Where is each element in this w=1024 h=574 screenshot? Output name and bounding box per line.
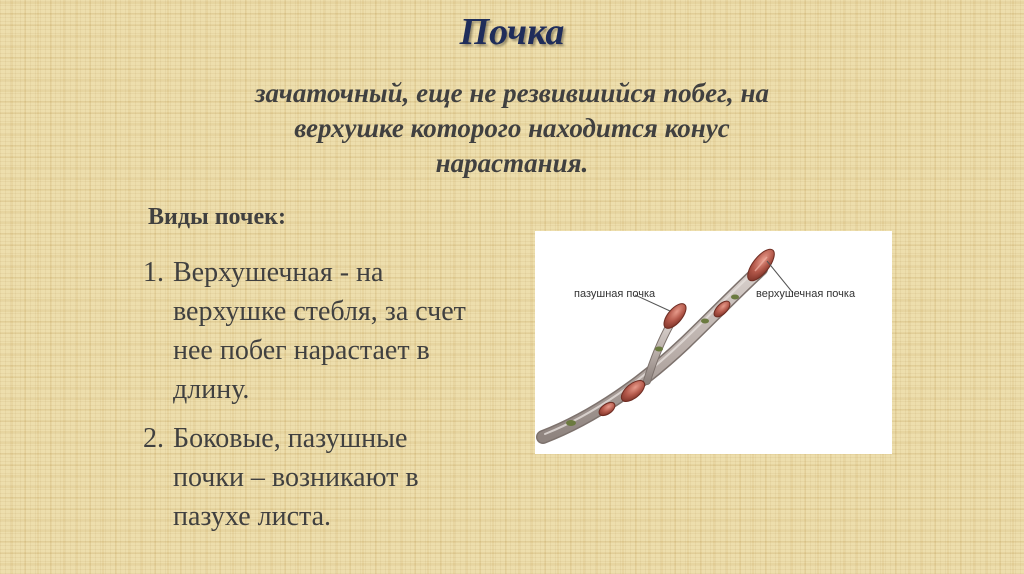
list-item-line: Боковые, пазушные — [173, 423, 408, 454]
bud-kinds-list — [143, 253, 538, 546]
list-item-line: верхушке стебля, за счет — [173, 296, 466, 327]
list-item-number: 1. — [143, 257, 164, 288]
list-item — [143, 419, 538, 536]
definition-line: верхушке которого находится конус — [294, 113, 730, 143]
list-item-number: 2. — [143, 423, 164, 454]
list-item-line: Верхушечная - на — [173, 257, 384, 288]
bud-definition — [150, 76, 874, 181]
list-item-line: длину. — [173, 374, 250, 405]
definition-line: нарастания. — [435, 148, 589, 178]
list-item-line: пазухе листа. — [173, 501, 332, 532]
twig-drawing — [535, 231, 892, 454]
list-item-text — [173, 253, 538, 409]
list-item-line: почки – возникают в — [173, 462, 419, 493]
list-item — [143, 253, 538, 409]
axillary-bud-label: пазушная почка — [574, 288, 656, 300]
list-item-text — [173, 419, 538, 536]
bud-kinds-heading: Виды почек: — [148, 204, 286, 230]
slide-title: Почка — [459, 11, 565, 53]
twig-illustration — [535, 231, 892, 454]
terminal-bud-label: верхушечная почка — [756, 288, 856, 300]
list-item-line: нее побег нарастает в — [173, 335, 430, 366]
definition-line: зачаточный, еще не резвившийся побег, на — [254, 78, 770, 108]
